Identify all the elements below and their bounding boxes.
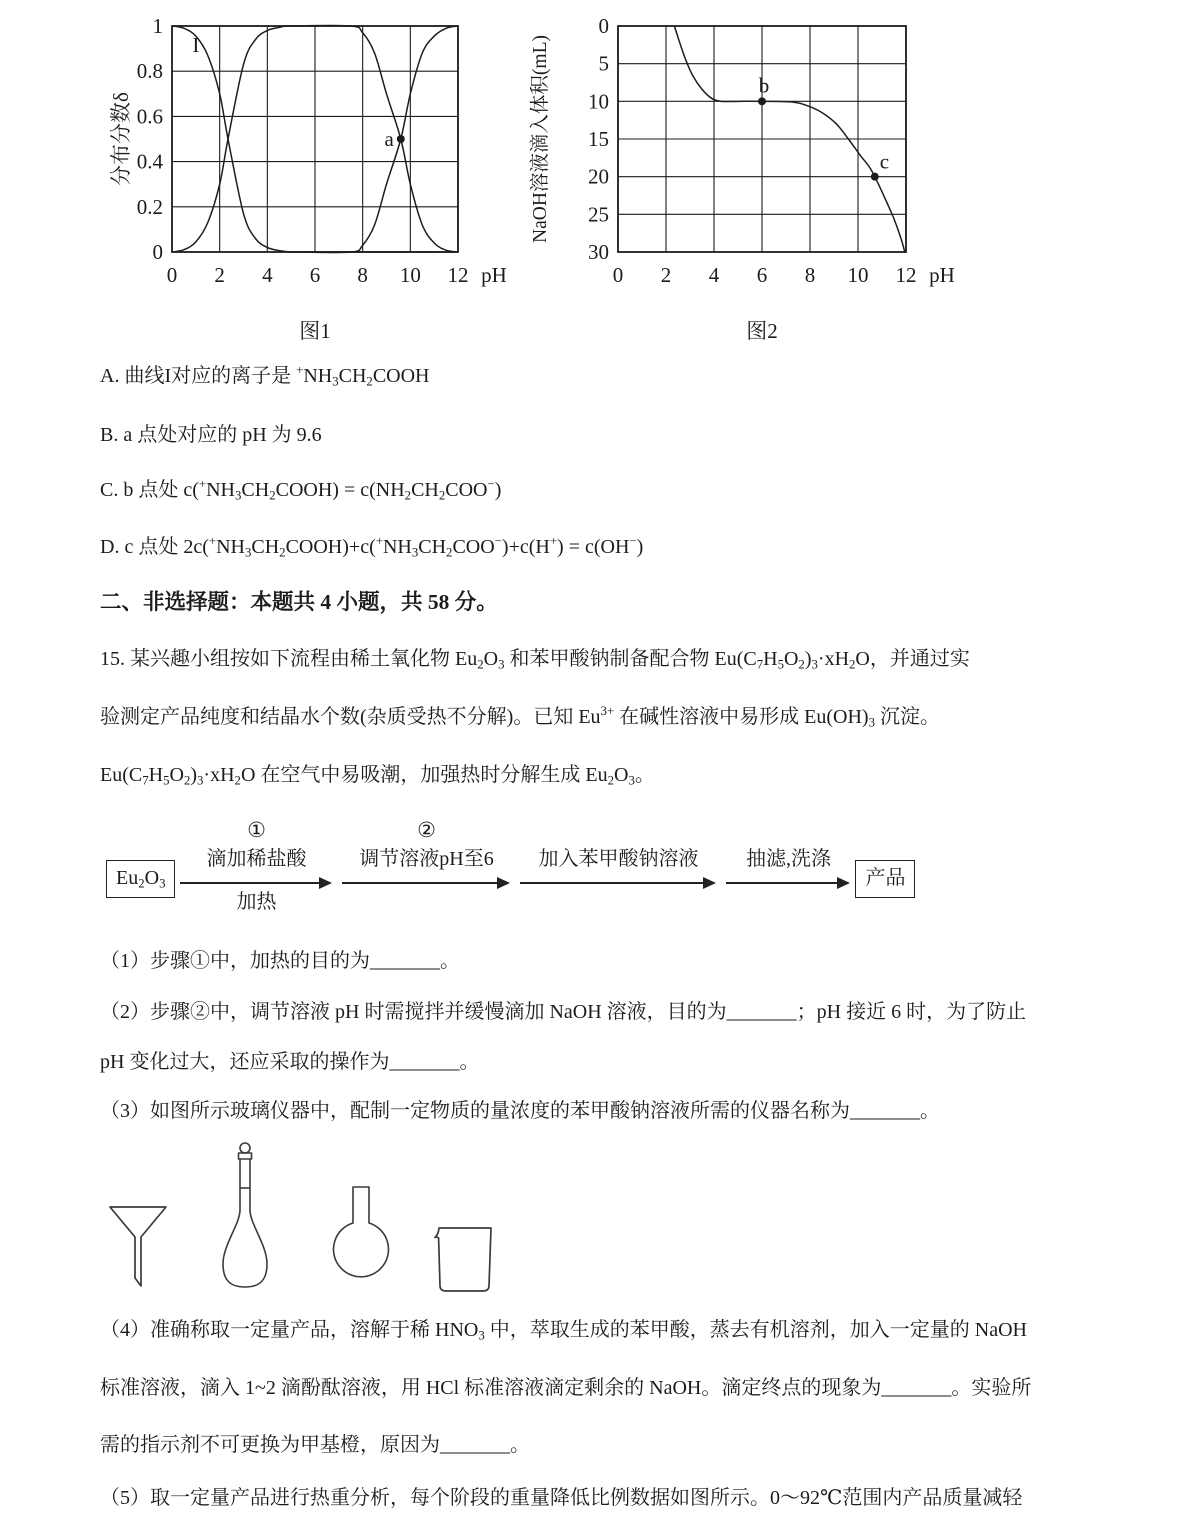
figure-1-plot [108,10,510,311]
svg-text:5: 5 [598,51,609,76]
svg-text:20: 20 [588,164,609,189]
sub-question-4-line-1: （4）准确称取一定量产品，溶解于稀 $HNO_3$ 中，萃取生成的苯甲酸，蒸去有机溶剂，加入一定量的 NaOH [100,1319,1027,1343]
svg-text:pH: pH [481,263,507,287]
svg-text:0.4: 0.4 [136,149,163,174]
flow-step-2-label: 调节溶液pH至6 [359,848,494,870]
arrow-right-icon [180,882,330,884]
option-b: B. a 点处对应的 pH 为 9.6 [100,424,322,446]
flow-step-4-sublabel [726,887,850,917]
funnel-icon [108,1204,168,1294]
svg-text:0.6: 0.6 [136,104,163,129]
arrow-right-icon [342,882,508,884]
svg-text:4: 4 [708,263,720,287]
svg-text:25: 25 [588,202,609,227]
figure-2-plot [526,10,962,311]
svg-text:0.8: 0.8 [136,59,163,84]
flow-step-4-label: 抽滤,洗涤 [745,848,831,870]
svg-text:0: 0 [152,240,163,264]
figure-1-caption: 图1 [299,319,331,343]
svg-text:15: 15 [588,127,609,151]
flow-step-4 [721,818,855,917]
figure-1 [108,10,510,345]
svg-text:6: 6 [309,263,321,287]
svg-text:8: 8 [804,263,816,287]
svg-text:NaOH溶液滴入体积(mL): NaOH溶液滴入体积(mL) [530,35,551,243]
beaker-icon [434,1226,494,1294]
option-c: C. b 点处 $c(^+NH_3CH_2COOH) = c(NH_2CH_2COO^-)$ [100,477,502,503]
flow-step-3 [515,818,721,917]
flow-step-3-label: 加入苯甲酸钠溶液 [538,848,699,870]
flow-step-1-number: ① [247,818,266,842]
arrow-right-icon [726,882,848,884]
sub-question-4-line-2: 标准溶液，滴入 1~2 滴酚酞溶液，用 HCl 标准溶液滴定剩余的 NaOH。滴定终点的现象为_______。实验所 [100,1377,1032,1399]
flow-step-1-sublabel: 加热 [236,891,277,913]
svg-text:分布分数δ: 分布分数δ [109,92,133,186]
sub-question-2-line-1: （2）步骤②中，调节溶液 pH 时需搅拌并缓慢滴加 NaOH 溶液，目的为_______；pH 接近 6 时，为了防止 [100,1001,1027,1023]
q15-intro-line-3: $Eu(C_7H_5O_2)_3\cdot xH_2O$ 在空气中易吸潮，加强热时分解生成 $Eu_2O_3$。 [100,764,655,788]
svg-text:1: 1 [152,14,163,38]
svg-text:6: 6 [756,263,768,287]
flow-step-2 [337,818,515,917]
svg-text:pH: pH [929,263,955,287]
sub-question-1: （1）步骤①中，加热的目的为_______。 [100,950,460,972]
svg-text:12: 12 [447,263,469,287]
choice-options [100,359,1100,559]
figure-2-caption: 图2 [746,319,778,343]
svg-text:4: 4 [262,263,273,287]
flow-step-3-number [520,818,716,845]
flow-step-1 [175,818,337,917]
process-flow-diagram [106,818,1100,917]
flow-start-box: $Eu_2O_3$ [106,860,175,898]
svg-text:0: 0 [612,263,624,287]
glassware-figure [108,1138,1100,1294]
sub-question-4-line-3: 需的指示剂不可更换为甲基橙，原因为_______。 [100,1434,530,1456]
q15-intro-line-1: 15. 某兴趣小组按如下流程由稀土氧化物 $Eu_2O_3$ 和苯甲酸钠制备配合物 $Eu(C_7H_5O_2)_3\cdot xH_2O$，并通过实 [100,648,970,672]
option-a: A. 曲线I对应的离子是 $^+NH_3CH_2COOH$ [100,363,430,389]
svg-text:0: 0 [166,263,178,287]
flow-step-4-number [726,818,850,845]
sub-question-3: （3）如图所示玻璃仪器中，配制一定物质的量浓度的苯甲酸钠溶液所需的仪器名称为_______。 [100,1100,940,1122]
svg-text:c: c [879,149,890,174]
flow-end-box: 产品 [855,860,915,898]
svg-text:2: 2 [214,263,225,287]
figures-row [108,10,1100,345]
svg-text:10: 10 [847,263,869,287]
flow-step-3-sublabel [520,887,716,917]
section-header: 二、非选择题：本题共 4 小题，共 58 分。 [100,590,498,614]
svg-text:0: 0 [598,14,609,38]
svg-text:30: 30 [588,240,609,264]
flow-step-2-sublabel [342,887,510,917]
figure-2 [526,10,962,345]
volumetric-flask-icon [218,1142,272,1294]
q15-intro-line-2: 验测定产品纯度和结晶水个数(杂质受热不分解)。已知 $Eu^{3+}$ 在碱性溶液中易形成 $Eu(OH)_3$ 沉淀。 [100,704,941,730]
arrow-right-icon [520,882,714,884]
svg-text:10: 10 [588,89,609,114]
svg-text:12: 12 [895,263,917,287]
svg-text:a: a [384,127,394,151]
svg-text:I: I [192,32,200,57]
flow-step-1-label: 滴加稀盐酸 [206,848,307,870]
flow-step-2-number: ② [417,818,436,842]
sub-question-5-line-1: （5）取一定量产品进行热重分析，每个阶段的重量降低比例数据如图所示。0～92℃范围内产品质量减轻 [100,1487,1023,1509]
sub-question-2-line-2: pH 变化过大，还应采取的操作为_______。 [100,1051,480,1073]
option-d: D. c 点处 $2c(^+NH_3CH_2COOH)+c(^+NH_3CH_2COO^-)+c(H^+) = c(OH^-)$ [100,534,644,560]
svg-text:10: 10 [399,263,421,287]
svg-text:2: 2 [660,263,672,287]
svg-text:0.2: 0.2 [136,194,163,219]
svg-text:8: 8 [357,263,368,287]
round-bottom-flask-icon [332,1186,390,1294]
svg-text:b: b [758,73,770,98]
